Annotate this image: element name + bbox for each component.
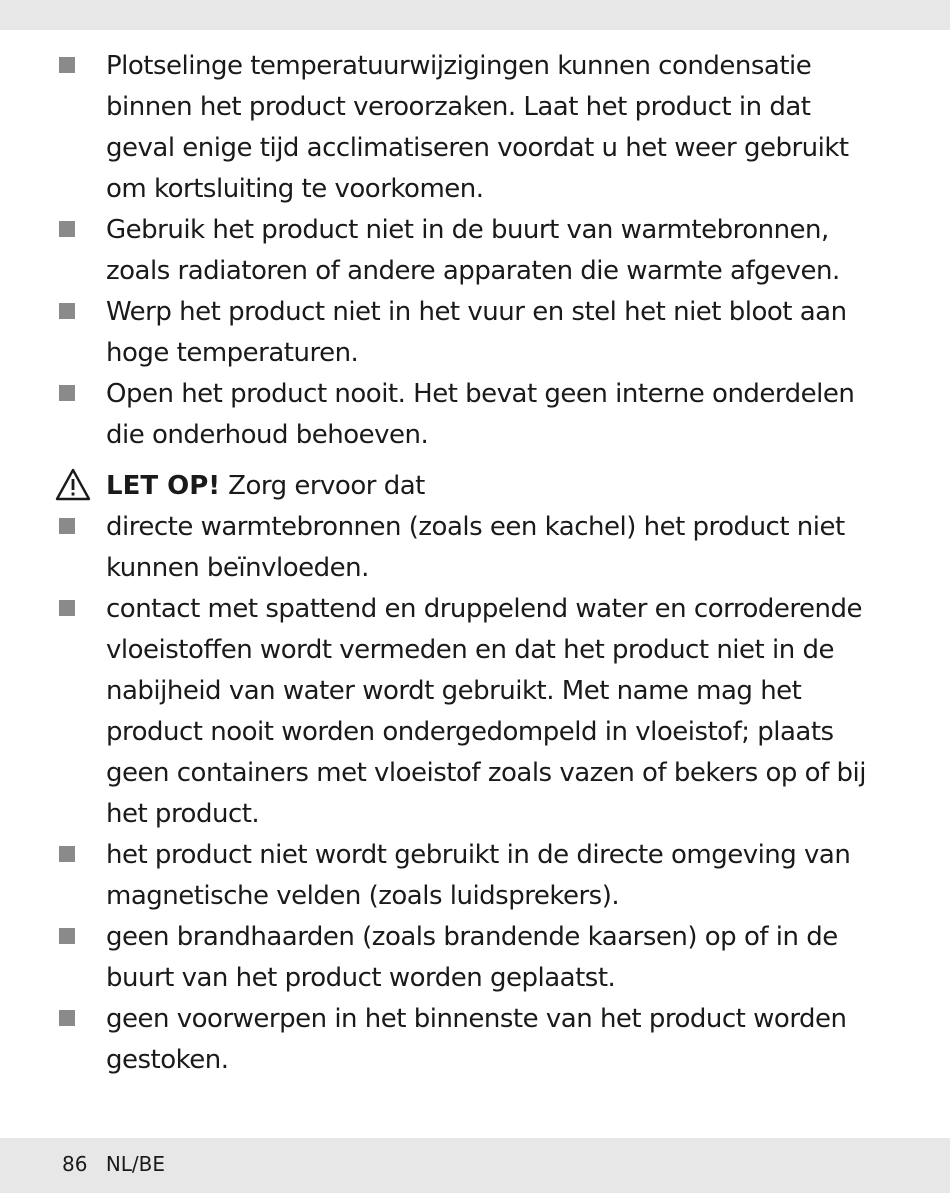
notice-text: Zorg ervoor dat <box>228 471 425 501</box>
list-item <box>0 999 866 1081</box>
notice-heading: LET OP! <box>106 471 221 501</box>
list-item <box>0 46 866 210</box>
square-bullet-icon <box>59 303 75 319</box>
square-bullet-icon <box>59 385 75 401</box>
list-item <box>0 292 866 374</box>
list-item <box>0 210 866 292</box>
safety-list-top <box>0 46 950 456</box>
list-item-text: Open het product nooit. Het bevat geen interne onderdelen die onderhoud behoeven. <box>106 379 855 450</box>
warning-triangle-icon <box>55 468 91 502</box>
square-bullet-icon <box>59 928 75 944</box>
page-number: 86 <box>62 1152 88 1176</box>
list-item <box>0 917 866 999</box>
list-item-text: geen voorwerpen in het binnenste van het product worden gestoken. <box>106 1004 847 1075</box>
page-footer <box>62 1152 165 1176</box>
list-item <box>0 589 866 835</box>
list-item-text: Gebruik het product niet in de buurt van warmtebronnen, zoals radiatoren of andere apparaten die warmte afgeven. <box>106 215 840 286</box>
warning-notice <box>0 466 950 507</box>
list-item <box>0 507 866 589</box>
square-bullet-icon <box>59 221 75 237</box>
square-bullet-icon <box>59 57 75 73</box>
list-item <box>0 835 866 917</box>
list-item-text: contact met spattend en druppelend water en corroderende vloeistoffen wordt vermeden en dat het product niet in de nabijheid van water wordt gebruikt. Met name mag het product nooit worden ondergedompeld in vloeistof; plaats geen containers met vloeistof zoals vazen of bekers op of bij het product. <box>106 594 866 829</box>
list-item-text: Plotselinge temperatuurwijzigingen kunnen condensatie binnen het product veroorzaken. Laat het product in dat geval enige tijd acclimatiseren voordat u het weer gebruikt om kortsluiting te voorkomen. <box>106 51 849 204</box>
list-item-text: het product niet wordt gebruikt in de directe omgeving van magnetische velden (zoals luidsprekers). <box>106 840 851 911</box>
list-item <box>0 374 866 456</box>
list-item-text: geen brandhaarden (zoals brandende kaarsen) op of in de buurt van het product worden geplaatst. <box>106 922 838 993</box>
square-bullet-icon <box>59 1010 75 1026</box>
square-bullet-icon <box>59 846 75 862</box>
list-item-text: Werp het product niet in het vuur en stel het niet bloot aan hoge temperaturen. <box>106 297 847 368</box>
square-bullet-icon <box>59 518 75 534</box>
page-content <box>0 46 950 1081</box>
safety-list-bottom <box>0 507 950 1081</box>
list-item-text: directe warmtebronnen (zoals een kachel) het product niet kunnen beïnvloeden. <box>106 512 845 583</box>
locale-label: NL/BE <box>105 1152 166 1176</box>
top-band <box>0 0 950 30</box>
square-bullet-icon <box>59 600 75 616</box>
